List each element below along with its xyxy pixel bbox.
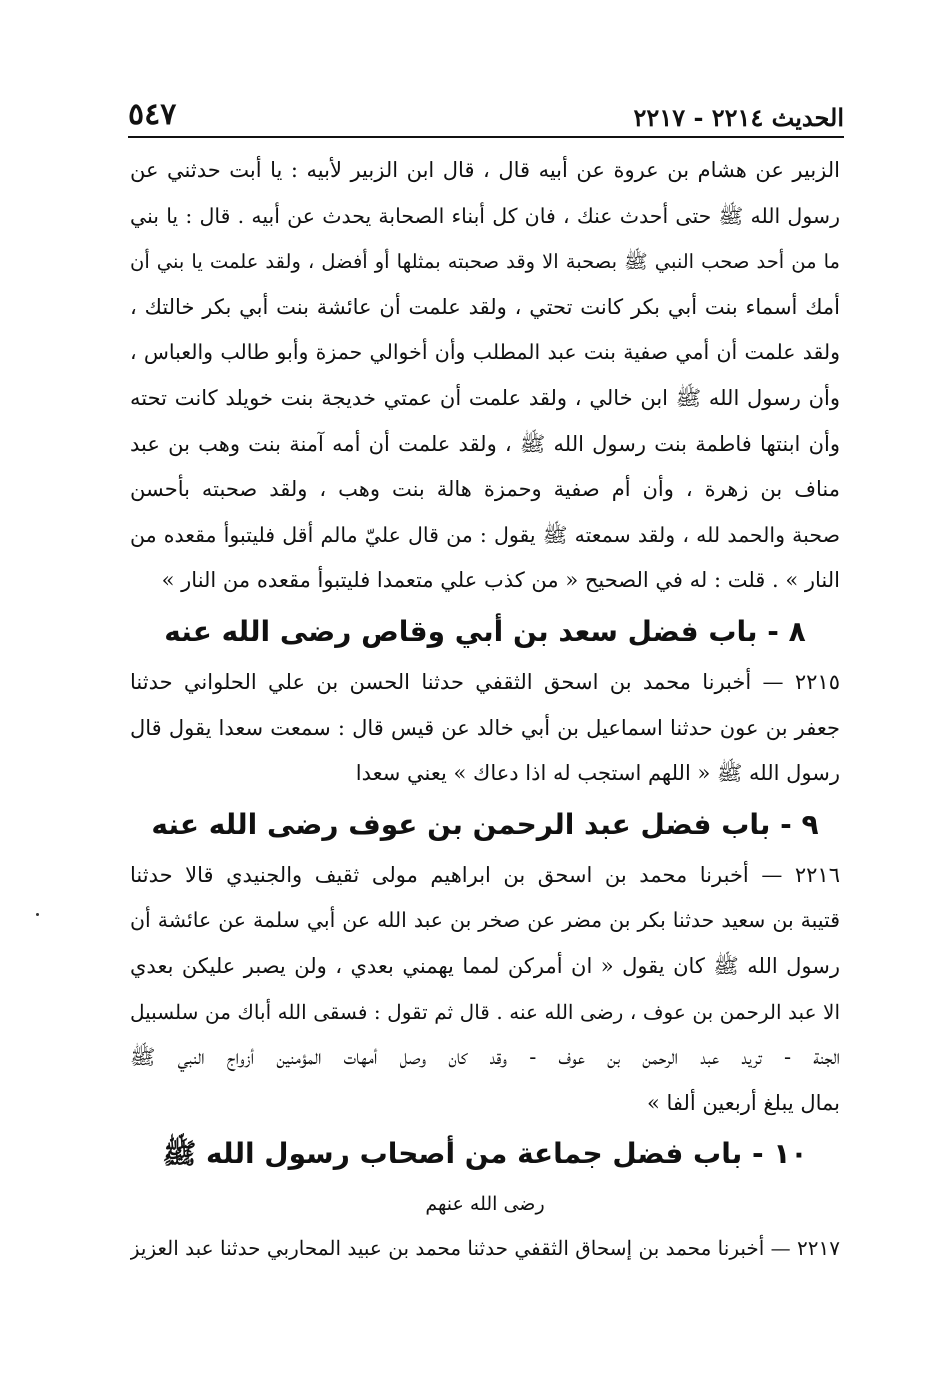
page-header — [128, 88, 844, 132]
text-line: قتيبة بن سعيد حدثنا بكر بن مضر عن صخر بن عبد الله عن أبي سلمة عن عائشة أن — [130, 908, 840, 933]
scan-speck — [36, 913, 39, 916]
hadith-range: الحديث ٢٢١٤ - ٢٢١٧ — [633, 103, 844, 132]
page-number: ٥٤٧ — [128, 97, 177, 132]
text-line: رسول الله ﷺ « اللهم استجب له اذا دعاك » يعني سعدا — [355, 761, 840, 786]
text-line: صحبة والحمد لله ، ولقد سمعته ﷺ يقول : من قال عليّ مالم أقل فليتبوأ مقعده من — [130, 522, 840, 547]
text-line: جعفر بن عون حدثنا اسماعيل بن أبي خالد عن قيس قال : سمعت سعدا يقول قال — [130, 715, 840, 740]
hadith-2216 — [130, 853, 840, 1127]
text-line: ٢٢١٦ — أخبرنا محمد بن اسحق بن ابراهيم مولى ثقيف والجنيدي قالا حدثنا — [130, 862, 840, 887]
text-line: رسول الله ﷺ كان يقول « ان أمركن لمما يهمني بعدي ، ولن يصبر عليكن بعدي — [130, 953, 840, 978]
chapter-heading-9: ٩ - باب فضل عبد الرحمن بن عوف رضى الله عنه — [151, 807, 819, 841]
text-line: ولقد علمت أن أمي صفية بنت عبد المطلب وأن أخوالي حمزة وأبو طالب والعباس ، — [130, 340, 840, 365]
text-line: الجنة - تريد عبد الرحمن بن عوف - وقد كان وصل أمهات المؤمنين أزواج النبي ﷺ — [130, 1045, 840, 1070]
text-line: رسول الله ﷺ حتى أحدث عنك ، فان كل أبناء الصحابة يحدث عن أبيه . قال : يا بني — [130, 203, 840, 228]
text-line: بمال يبلغ أربعين ألفا » — [646, 1090, 840, 1115]
text-line: ٢٢١٥ — أخبرنا محمد بن اسحق الثقفي حدثنا الحسن بن علي الحلواني حدثنا — [130, 669, 840, 694]
text-line: ما من أحد صحب النبي ﷺ بصحبة الا وقد صحبته بمثلها أو أفضل ، ولقد علمت يا بني أن — [130, 250, 840, 274]
text-line: النار » . قلت : له في الصحيح « من كذب علي متعمدا فليتبوأ مقعده من النار » — [161, 568, 840, 593]
text-line: الا عبد الرحمن بن عوف ، رضى الله عنه . قال ثم تقول : فسقى الله أباك من سلسبيل — [130, 999, 840, 1024]
chapter-subheading-10: رضى الله عنهم — [425, 1193, 545, 1216]
chapter-heading-8: ٨ - باب فضل سعد بن أبي وقاص رضى الله عنه — [164, 614, 806, 648]
header-rule — [128, 136, 844, 138]
text-line: ٢٢١٧ — أخبرنا محمد بن إسحاق الثقفي حدثنا محمد بن عبيد المحاربي حدثنا عبد العزيز — [130, 1236, 840, 1261]
text-line: أمك أسماء بنت أبي بكر كانت تحتي ، ولقد علمت أن عائشة بنت أبي بكر خالتك ، — [130, 294, 840, 319]
text-line: مناف بن زهرة ، وأن أم صفية وحمزة هالة بنت وهب ، ولقد صحبته بأحسن — [130, 477, 840, 502]
text-line: الزبير عن هشام بن عروة عن أبيه قال ، قال ابن الزبير لأبيه : يا أبت حدثني عن — [130, 158, 840, 182]
paragraph-zubair — [130, 148, 840, 604]
page-body — [130, 148, 840, 1272]
chapter-heading-10: ١٠ - باب فضل جماعة من أصحاب رسول الله ﷺ — [162, 1137, 808, 1171]
hadith-2215 — [130, 660, 840, 797]
text-line: وأن ابنتها فاطمة بنت رسول الله ﷺ ، ولقد علمت أن أمه آمنة بنت وهب بن عبد — [130, 431, 840, 456]
text-line: وأن رسول الله ﷺ ابن خالي ، ولقد علمت أن عمتي خديجة بنت خويلد كانت تحته — [130, 385, 840, 410]
hadith-2217 — [130, 1226, 840, 1272]
